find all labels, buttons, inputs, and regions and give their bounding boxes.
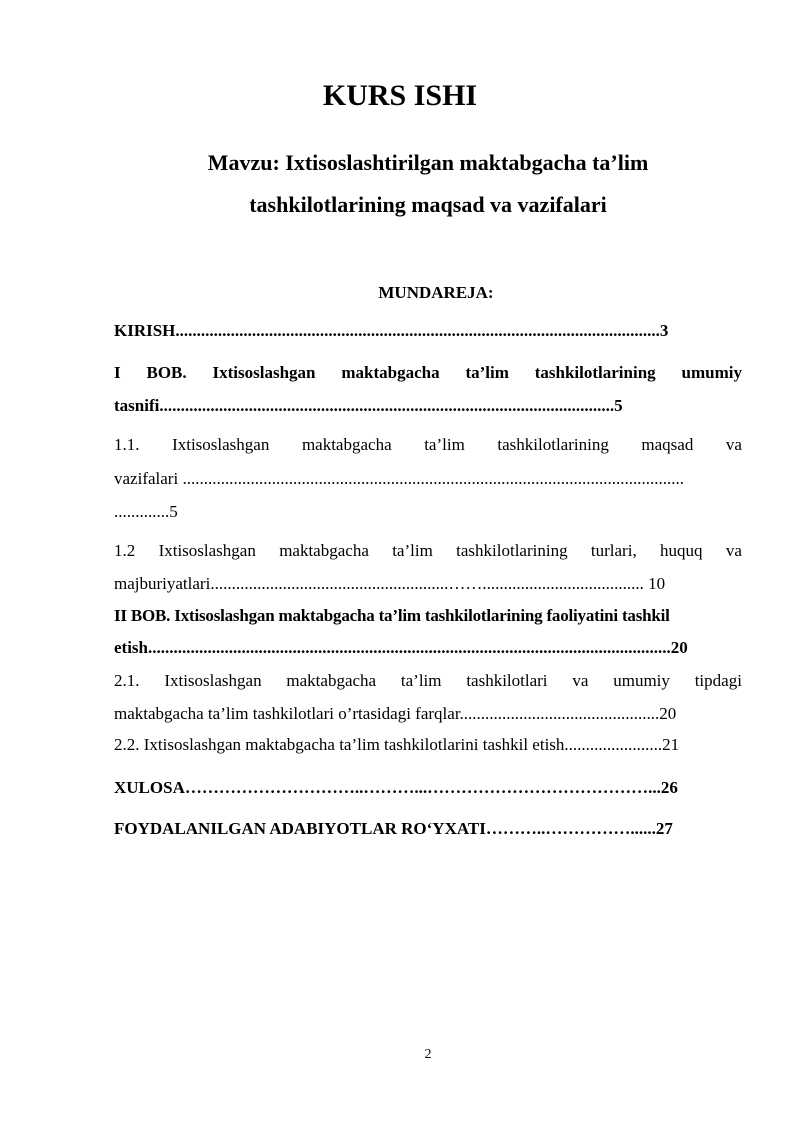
toc-entry-title: FOYDALANILGAN ADABIYOTLAR RO‘YXATI [114, 819, 486, 838]
toc-entry-title: majburiyatlari [114, 574, 211, 593]
toc-word: tashkilotlarining [456, 541, 568, 560]
toc-word: I [114, 363, 121, 382]
toc-word: maktabgacha [301, 435, 392, 454]
toc-leader-dots: ........................................................................................................... [159, 396, 615, 415]
toc-leader-dots: ........................................................……...................................... [210, 574, 644, 593]
document-subject [0, 142, 800, 226]
toc-entry-title: KIRISH [114, 321, 176, 340]
toc-word: maktabgacha [341, 363, 440, 382]
toc-entry-title: XULOSA [114, 778, 185, 797]
toc-leader-dots: …………………………..………...…………………………………... [184, 778, 661, 797]
toc-leader-dots: ...................................................................................................................... [182, 469, 684, 488]
toc-word: 1.2 [114, 541, 136, 560]
toc-word: 2.1. [114, 671, 140, 690]
toc-entry-line [114, 540, 742, 562]
toc-word: maqsad [641, 435, 694, 454]
document-title: KURS ISHI [322, 79, 478, 112]
toc-leader-dots: ………..……………...... [485, 819, 656, 838]
toc-heading: MUNDAREJA: [378, 283, 494, 302]
toc-word: turlari, [590, 541, 637, 560]
toc-word: va [725, 435, 742, 454]
toc-leader-dots: ........................................................................................................................... [148, 638, 671, 657]
subject-line-1: Mavzu: Ixtisoslashtirilgan maktabgacha ta’lim [207, 150, 649, 175]
toc-word: Ixtisoslashgan [158, 541, 256, 560]
subject-line-2: tashkilotlarining maqsad va vazifalari [249, 192, 607, 217]
toc-word: va [725, 541, 742, 560]
toc-page-number: 21 [662, 735, 680, 754]
toc-page-number: 20 [659, 704, 677, 723]
toc-word: Ixtisoslashgan [172, 435, 270, 454]
toc-page-number: 5 [614, 396, 623, 415]
toc-entry-title: maktabgacha ta’lim tashkilotlari o’rtasidagi farqlar [114, 704, 460, 723]
toc-word: huquq [660, 541, 703, 560]
toc-word: tipdagi [694, 671, 742, 690]
toc-word: maktabgacha [279, 541, 369, 560]
toc-word: umumiy [681, 363, 742, 382]
toc-entry-title: 2.2. Ixtisoslashgan maktabgacha ta’lim tashkilotlarini tashkil etish [114, 735, 565, 754]
toc-entry-title: tasnifi [114, 396, 160, 415]
toc-word: umumiy [613, 671, 670, 690]
toc-leader-dots: .................................................................................................................. [175, 321, 660, 340]
page-number: 2 [424, 1047, 432, 1062]
toc-page-number: 10 [648, 574, 666, 593]
toc-page-number: 20 [670, 638, 688, 657]
toc-entry-title: II BOB. Ixtisoslashgan maktabgacha ta’lim tashkilotlarining faoliyatini tashkil [114, 606, 670, 625]
toc-leader-dots: ............. [114, 502, 170, 521]
toc-leader-dots: ............................................... [459, 704, 660, 723]
toc-entry-line [114, 362, 742, 384]
toc-page-number: 27 [655, 819, 673, 838]
toc-word: ta’lim [392, 541, 433, 560]
toc-word: Ixtisoslashgan [164, 671, 262, 690]
toc-entry-line [114, 434, 742, 456]
toc-word: 1.1. [114, 435, 140, 454]
toc-word: va [572, 671, 589, 690]
toc-word: Ixtisoslashgan [212, 363, 316, 382]
toc-word: tashkilotlarining [497, 435, 609, 454]
toc-entry-title: vazifalari [114, 469, 179, 488]
toc-word: ta’lim [424, 435, 465, 454]
toc-leader-dots: ....................... [564, 735, 663, 754]
toc-entry-line [114, 670, 742, 692]
toc-entry-title: etish [114, 638, 148, 657]
toc-word: tashkilotlari [466, 671, 548, 690]
toc-word: ta’lim [465, 363, 509, 382]
toc-word: tashkilotlarining [534, 363, 656, 382]
toc-page-number: 5 [169, 502, 178, 521]
toc-word: BOB. [146, 363, 187, 382]
toc-page-number: 3 [659, 321, 669, 340]
toc-word: ta’lim [400, 671, 442, 690]
toc-page-number: 26 [660, 778, 678, 797]
toc-word: maktabgacha [286, 671, 377, 690]
